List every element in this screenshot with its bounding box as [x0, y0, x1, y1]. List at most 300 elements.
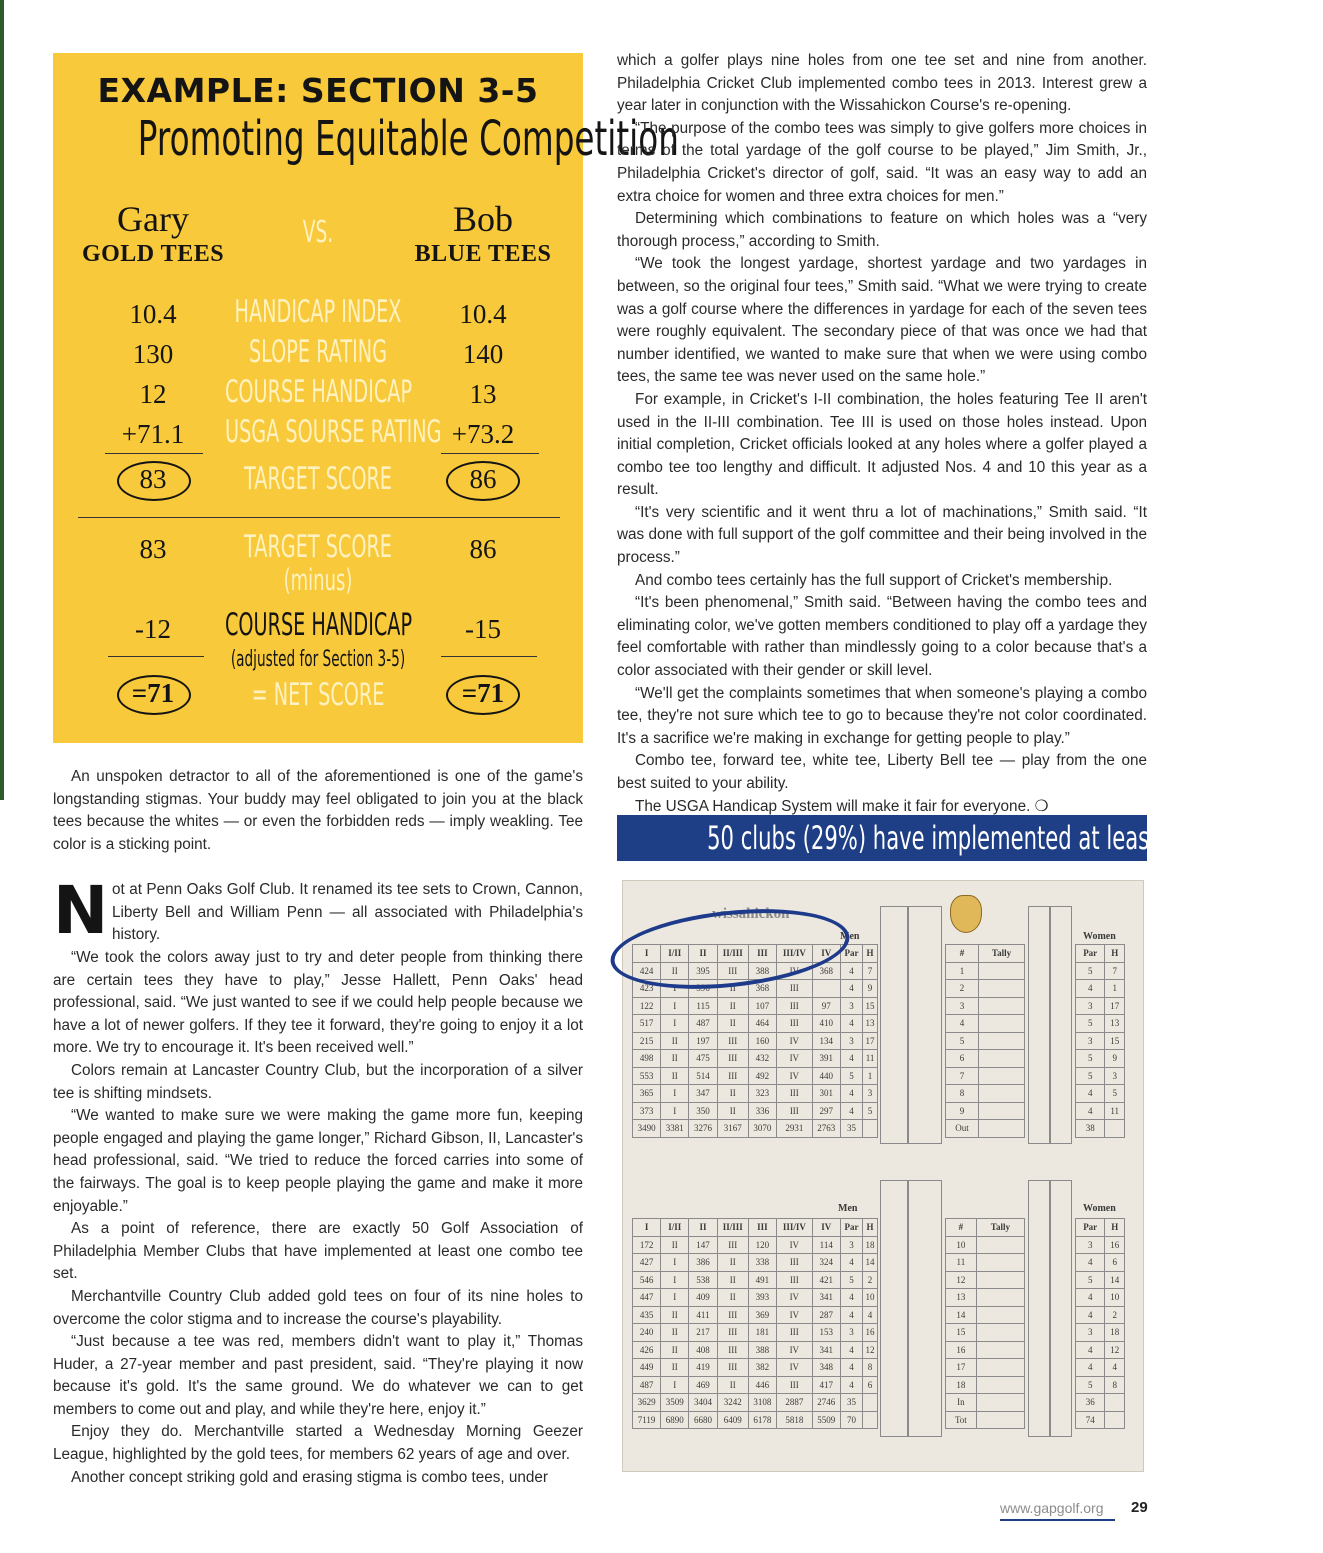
table-cell: [863, 1411, 878, 1429]
paragraph: Another concept striking gold and erasing stigma is combo tees, under: [71, 1468, 549, 1486]
paragraph: which a golfer plays nine holes from one tee set and nine from another. Philadelphia Cricket Club implemented combo tees in 2013. Interest grew a year later in conjunction with the Wissahickon Course's re-opening.: [617, 52, 1147, 115]
table-cell: III/IV: [777, 1219, 813, 1237]
table-cell: 410: [812, 1015, 840, 1033]
table-cell: IV: [777, 1289, 813, 1307]
table-cell: [976, 1289, 1024, 1307]
table-row: [1076, 1015, 1125, 1033]
table-cell: 2887: [777, 1394, 813, 1412]
table-row: [633, 997, 878, 1015]
table-cell: 17: [1105, 997, 1125, 1015]
drop-cap: N: [53, 872, 109, 949]
table-cell: 2: [946, 980, 979, 998]
table-cell: 13: [1105, 1015, 1125, 1033]
table-cell: 5: [863, 1102, 878, 1120]
table-cell: 373: [633, 1102, 661, 1120]
table-cell: 13: [946, 1289, 977, 1307]
table-cell: 4: [1105, 1359, 1125, 1377]
table-cell: 5509: [812, 1411, 840, 1429]
table-cell: 14: [1105, 1271, 1125, 1289]
table-cell: 4: [840, 1050, 862, 1068]
table-cell: 395: [689, 962, 717, 980]
table-cell: 6890: [661, 1411, 689, 1429]
table-cell: 464: [748, 1015, 776, 1033]
table-cell: 172: [633, 1236, 661, 1254]
front-nine-hole-table: [945, 944, 1025, 1138]
table-cell: 323: [748, 1085, 776, 1103]
left-column-dropcap-para: [112, 879, 583, 947]
left-player-tees: GOLD TEES: [81, 241, 225, 267]
table-cell: 240: [633, 1324, 661, 1342]
table-cell: 4: [863, 1306, 878, 1324]
table-row: [946, 1411, 1025, 1429]
table-cell: 17: [946, 1359, 977, 1377]
table-cell: 115: [689, 997, 717, 1015]
table-cell: 12: [1105, 1341, 1125, 1359]
table-cell: #: [946, 1219, 977, 1237]
calc-right-target: 86: [469, 534, 497, 564]
table-cell: III: [717, 962, 748, 980]
table-cell: III: [717, 1341, 748, 1359]
label-course-rating: USGA SOURSE RATING: [225, 414, 442, 450]
table-row: [946, 1254, 1025, 1272]
table-cell: 120: [748, 1236, 776, 1254]
back-nine-yardage-table: [632, 1218, 878, 1429]
paragraph: As a point of reference, there are exactly 50 Golf Association of Philadelphia Member Clubs that have implemented at least one combo tee set.: [53, 1220, 583, 1283]
table-cell: 446: [748, 1376, 776, 1394]
example-box: [53, 53, 679, 743]
table-row: [1076, 1376, 1125, 1394]
table-cell: 4: [840, 980, 862, 998]
paragraph: “We wanted to make sure we were making the game more fun, keeping people engaged and playing the game longer,” Richard Gibson, II, Lancaster's head professional, said. “We tried to reduce the forced carries into some of the fairways. The goal is to keep people playing the game and make it more enjoyable.”: [53, 1107, 583, 1215]
table-cell: 70: [840, 1411, 862, 1429]
table-cell: 107: [748, 997, 776, 1015]
table-row: [1076, 1032, 1125, 1050]
table-row: [946, 1271, 1025, 1289]
table-row: [946, 1067, 1025, 1085]
table-cell: 6: [863, 1376, 878, 1394]
left-sum-rule: [105, 453, 203, 454]
table-cell: 4: [1076, 1102, 1105, 1120]
table-cell: 9: [1105, 1050, 1125, 1068]
table-row: [633, 1120, 878, 1138]
table-cell: [1105, 1411, 1125, 1429]
table-row: [633, 1085, 878, 1103]
table-cell: 426: [633, 1341, 661, 1359]
table-row: [633, 1254, 878, 1272]
paragraph: Merchantville Country Club added gold tees on four of its nine holes to overcome the color stigma and to increase the course's playability.: [53, 1287, 583, 1328]
table-cell: II: [661, 962, 689, 980]
table-cell: 17: [863, 1032, 878, 1050]
table-cell: 11: [1105, 1102, 1125, 1120]
table-cell: [979, 1120, 1025, 1138]
table-cell: [979, 1067, 1025, 1085]
vs-label: VS.: [302, 215, 334, 250]
left-handicap-index: 10.4: [129, 299, 177, 329]
table-cell: 4: [1076, 1359, 1105, 1377]
table-cell: 338: [748, 1254, 776, 1272]
table-cell: 391: [812, 1050, 840, 1068]
table-cell: 197: [689, 1032, 717, 1050]
table-cell: II: [717, 1015, 748, 1033]
table-row: [1076, 1085, 1125, 1103]
table-row: [1076, 1306, 1125, 1324]
table-row: [946, 997, 1025, 1015]
table-cell: 16: [946, 1341, 977, 1359]
table-cell: [863, 1394, 878, 1412]
table-cell: I: [633, 945, 661, 963]
table-cell: 134: [812, 1032, 840, 1050]
table-cell: 3381: [661, 1120, 689, 1138]
table-cell: 6178: [748, 1411, 776, 1429]
table-cell: IV: [777, 1359, 813, 1377]
front-nine-women-table: [1075, 944, 1125, 1138]
table-cell: III: [717, 1032, 748, 1050]
table-row: [633, 1067, 878, 1085]
table-cell: 2: [863, 1271, 878, 1289]
table-cell: 386: [689, 1254, 717, 1272]
left-course-handicap: 12: [139, 379, 167, 409]
table-cell: [976, 1359, 1024, 1377]
table-row: [946, 1306, 1025, 1324]
table-cell: 301: [812, 1085, 840, 1103]
table-cell: II: [661, 1067, 689, 1085]
left-slope-rating: 130: [132, 339, 174, 369]
table-row: [946, 1032, 1025, 1050]
table-cell: 409: [689, 1289, 717, 1307]
table-cell: 160: [748, 1032, 776, 1050]
table-cell: [979, 962, 1025, 980]
table-cell: 3: [840, 1324, 862, 1342]
right-target-score: 86: [469, 464, 497, 494]
net-score-label: = NET SCORE: [251, 677, 385, 713]
table-cell: II: [661, 1306, 689, 1324]
paragraph: “It's very scientific and it went thru a lot of machinations,” Smith said. “It was done with full support of the golf committee and their being involved in the process.”: [617, 503, 1147, 567]
table-cell: H: [863, 1219, 878, 1237]
table-row: [633, 1394, 878, 1412]
right-slope-rating: 140: [462, 339, 504, 369]
table-row: [1076, 1236, 1125, 1254]
table-cell: #: [946, 945, 979, 963]
paragraph: Determining which combinations to feature on which holes was a “very thorough process,” according to Smith.: [617, 210, 1147, 250]
table-cell: [1105, 1394, 1125, 1412]
table-cell: 7: [1105, 962, 1125, 980]
label-handicap-index: HANDICAP INDEX: [234, 294, 402, 330]
table-cell: 348: [812, 1359, 840, 1377]
table-cell: IV: [777, 1050, 813, 1068]
table-cell: 147: [689, 1236, 717, 1254]
table-row: [946, 1341, 1025, 1359]
table-cell: 424: [633, 962, 661, 980]
table-cell: 1: [863, 1067, 878, 1085]
table-cell: IV: [777, 962, 813, 980]
table-cell: III: [777, 1324, 813, 1342]
table-cell: 423: [633, 980, 661, 998]
table-cell: 6680: [689, 1411, 717, 1429]
table-cell: 10: [1105, 1289, 1125, 1307]
table-cell: 4: [840, 1085, 862, 1103]
table-cell: [979, 1015, 1025, 1033]
table-cell: 421: [812, 1271, 840, 1289]
table-cell: 388: [748, 962, 776, 980]
table-cell: 341: [812, 1341, 840, 1359]
table-cell: 369: [748, 1306, 776, 1324]
table-cell: 4: [840, 1306, 862, 1324]
table-cell: 2931: [777, 1120, 813, 1138]
table-cell: [979, 997, 1025, 1015]
table-cell: 12: [946, 1271, 977, 1289]
footer-url[interactable]: www.gapgolf.org: [1000, 1500, 1104, 1516]
table-cell: 5: [1076, 1067, 1105, 1085]
table-cell: 388: [748, 1341, 776, 1359]
table-cell: 419: [689, 1359, 717, 1377]
table-row: [946, 1102, 1025, 1120]
table-cell: [976, 1376, 1024, 1394]
table-row: [1076, 1289, 1125, 1307]
table-row: [1076, 980, 1125, 998]
table-cell: Par: [1076, 1219, 1105, 1237]
right-net-score: =71: [461, 678, 505, 708]
table-cell: 7: [946, 1067, 979, 1085]
table-cell: 4: [840, 1289, 862, 1307]
table-row: [946, 1289, 1025, 1307]
table-cell: I: [633, 1219, 661, 1237]
example-heading: EXAMPLE: SECTION 3-5: [97, 71, 539, 110]
left-course-rating: +71.1: [121, 419, 185, 449]
table-cell: 215: [633, 1032, 661, 1050]
table-cell: 487: [633, 1376, 661, 1394]
table-cell: 11: [946, 1254, 977, 1272]
table-cell: 11: [863, 1050, 878, 1068]
table-cell: III: [777, 1254, 813, 1272]
table-cell: 15: [946, 1324, 977, 1342]
table-cell: IV: [777, 1341, 813, 1359]
table-cell: 347: [689, 1085, 717, 1103]
table-cell: 16: [1105, 1236, 1125, 1254]
table-cell: III: [717, 1067, 748, 1085]
table-cell: 498: [633, 1050, 661, 1068]
table-cell: 4: [946, 1015, 979, 1033]
table-cell: 4: [840, 1376, 862, 1394]
table-cell: 336: [748, 1102, 776, 1120]
table-cell: III: [777, 1102, 813, 1120]
table-row: [946, 1120, 1025, 1138]
table-row: [1076, 1271, 1125, 1289]
table-cell: 3242: [717, 1394, 748, 1412]
table-cell: 297: [812, 1102, 840, 1120]
table-cell: 3: [863, 1085, 878, 1103]
table-row: [946, 1394, 1025, 1412]
table-row: [946, 1015, 1025, 1033]
table-cell: II: [661, 1324, 689, 1342]
table-cell: [976, 1411, 1024, 1429]
table-cell: I: [661, 1015, 689, 1033]
table-cell: 5: [1076, 1271, 1105, 1289]
table-cell: Tally: [979, 945, 1025, 963]
table-row: [946, 1376, 1025, 1394]
table-cell: 35: [840, 1394, 862, 1412]
table-cell: 2: [1105, 1306, 1125, 1324]
table-cell: Par: [840, 1219, 862, 1237]
right-column-body: [617, 50, 1147, 818]
men-label-back: Men: [838, 1203, 858, 1214]
table-cell: III: [717, 1050, 748, 1068]
right-player-name: Bob: [452, 199, 513, 239]
table-cell: 153: [812, 1324, 840, 1342]
table-cell: 1: [946, 962, 979, 980]
table-cell: 365: [633, 1085, 661, 1103]
table-cell: III: [748, 1219, 776, 1237]
left-net-score: =71: [131, 678, 175, 708]
table-cell: II: [717, 1289, 748, 1307]
paragraph: “It's been phenomenal,” Smith said. “Between having the combo tees and eliminating color, we've gotten members conditioned to play off a yardage they feel comfortable with rather than mindlessly going to a color because that's a color associated with their gender or skill level.: [617, 594, 1147, 680]
stat-banner: [617, 815, 1323, 861]
table-row: [633, 1015, 878, 1033]
table-row: [1076, 1394, 1125, 1412]
table-cell: 546: [633, 1271, 661, 1289]
table-row: [946, 1050, 1025, 1068]
table-cell: II: [661, 1050, 689, 1068]
table-cell: 396: [689, 980, 717, 998]
table-row: [1076, 1067, 1125, 1085]
table-cell: 35: [840, 1120, 862, 1138]
table-cell: 393: [748, 1289, 776, 1307]
table-cell: III: [717, 1306, 748, 1324]
table-cell: 36: [1076, 1394, 1105, 1412]
table-row: [946, 1359, 1025, 1377]
table-cell: 3629: [633, 1394, 661, 1412]
table-cell: 217: [689, 1324, 717, 1342]
back-nine-hole-table: [945, 1218, 1025, 1429]
header-row: [633, 1219, 878, 1237]
table-cell: 15: [863, 997, 878, 1015]
left-player-name: Gary: [117, 199, 189, 239]
header-row: [946, 945, 1025, 963]
table-cell: [979, 1050, 1025, 1068]
table-cell: 4: [1076, 1254, 1105, 1272]
table-cell: 4: [840, 1015, 862, 1033]
table-cell: 8: [946, 1085, 979, 1103]
women-label-front: Women: [1083, 931, 1116, 942]
back-nine-women-table: [1075, 1218, 1125, 1429]
table-cell: I: [661, 980, 689, 998]
table-row: [1076, 1341, 1125, 1359]
table-cell: In: [946, 1394, 977, 1412]
table-cell: I/II: [661, 1219, 689, 1237]
table-cell: 435: [633, 1306, 661, 1324]
table-cell: 13: [863, 1015, 878, 1033]
table-cell: 5: [1076, 1376, 1105, 1394]
table-cell: 3: [1076, 1032, 1105, 1050]
calc-left-target: 83: [139, 534, 167, 564]
table-cell: II: [661, 1341, 689, 1359]
table-cell: 10: [863, 1289, 878, 1307]
men-label-front: Men: [840, 931, 860, 942]
table-cell: II: [717, 980, 748, 998]
right-course-rating: +73.2: [451, 419, 515, 449]
table-cell: 4: [1076, 1341, 1105, 1359]
table-row: [1076, 997, 1125, 1015]
table-cell: 5: [1076, 1015, 1105, 1033]
table-cell: 368: [812, 962, 840, 980]
table-cell: 6409: [717, 1411, 748, 1429]
table-cell: 9: [946, 1102, 979, 1120]
table-row: [1076, 1102, 1125, 1120]
table-cell: 5: [1076, 962, 1105, 980]
table-cell: 18: [946, 1376, 977, 1394]
footer-underline: [1000, 1519, 1115, 1521]
table-cell: 3490: [633, 1120, 661, 1138]
club-crest-icon: [950, 895, 982, 933]
table-cell: 6: [946, 1050, 979, 1068]
table-cell: 427: [633, 1254, 661, 1272]
table-cell: 181: [748, 1324, 776, 1342]
table-cell: 469: [689, 1376, 717, 1394]
table-cell: 6: [1105, 1254, 1125, 1272]
table-cell: 4: [840, 1359, 862, 1377]
table-row: [946, 1085, 1025, 1103]
table-cell: 38: [1076, 1120, 1105, 1138]
table-row: [633, 1376, 878, 1394]
table-cell: 5: [946, 1032, 979, 1050]
table-cell: III: [777, 1271, 813, 1289]
left-net-rule: [108, 656, 204, 657]
paragraph: “We took the colors away just to try and deter people from thinking there are certain tees they have to play,” Jesse Hallett, Penn Oaks' head professional, said. “We just wanted to see if we could help people because we have a lot of newer golfers. If they tee it forward, they're going to enjoy it a lot more. We try to encourage it. It's been received well.”: [53, 949, 583, 1057]
table-cell: I: [661, 1289, 689, 1307]
table-cell: 8: [1105, 1376, 1125, 1394]
table-cell: 3108: [748, 1394, 776, 1412]
paragraph: “We'll get the complaints sometimes that when someone's playing a combo tee, they're not sure which tee to go to because they're not color coordinated. It's a sacrifice we're making in exchange for getting people to play.”: [617, 684, 1147, 747]
table-row: [1076, 1411, 1125, 1429]
table-cell: 3: [840, 997, 862, 1015]
paragraph: “The purpose of the combo tees was simply to give golfers more choices in terms of the total yardage of the golf course to be played,” Jim Smith, Jr., Philadelphia Cricket's director of golf, said. “It was an easy way to add an extra choice for women and three extra choices for men.”: [617, 119, 1147, 205]
calc-minus-label: (minus): [283, 563, 353, 597]
table-cell: IV: [777, 1032, 813, 1050]
left-column-body: [53, 947, 583, 1489]
paragraph: The USGA Handicap System will make it fair for everyone. ❍: [635, 797, 1049, 815]
table-cell: 287: [812, 1306, 840, 1324]
table-cell: 18: [1105, 1324, 1125, 1342]
table-cell: [1105, 1120, 1125, 1138]
table-cell: [976, 1254, 1024, 1272]
left-target-score: 83: [139, 464, 167, 494]
label-target-score: TARGET SCORE: [244, 461, 392, 497]
paragraph: Combo tee, forward tee, white tee, Liberty Bell tee — play from the one best suited to your ability.: [617, 752, 1147, 792]
table-cell: 538: [689, 1271, 717, 1289]
table-cell: 2746: [812, 1394, 840, 1412]
table-cell: IV: [812, 1219, 840, 1237]
table-cell: 4: [1076, 1289, 1105, 1307]
table-cell: II/III: [717, 945, 748, 963]
table-cell: 4: [1076, 1085, 1105, 1103]
table-cell: 408: [689, 1341, 717, 1359]
table-cell: III: [777, 1376, 813, 1394]
calc-right-handicap: -15: [465, 614, 501, 644]
paragraph: “We took the longest yardage, shortest yardage and two yardages in between, so the original four tees,” Smith said. “What we were trying to create was a golf course where the differences in yardage for each of the seven tees were roughly equivalent. The secondary piece of that was once we had that number identified, we wanted to make sure that when we were using combo tees, the same tee was never used on the same hole.”: [617, 255, 1147, 386]
table-cell: I: [661, 1271, 689, 1289]
table-cell: 5: [840, 1271, 862, 1289]
table-cell: 440: [812, 1067, 840, 1085]
table-cell: III/IV: [777, 945, 813, 963]
table-cell: II: [717, 1085, 748, 1103]
right-player-tees: BLUE TEES: [414, 241, 552, 267]
table-row: [946, 1236, 1025, 1254]
paragraph: Enjoy they do. Merchantville started a Wednesday Morning Geezer League, highlighted by the gold tees, for members 62 years of age and over.: [53, 1423, 583, 1464]
table-cell: II: [689, 1219, 717, 1237]
table-cell: 10: [946, 1236, 977, 1254]
table-cell: III: [777, 997, 813, 1015]
table-cell: 74: [1076, 1411, 1105, 1429]
table-cell: I: [661, 997, 689, 1015]
